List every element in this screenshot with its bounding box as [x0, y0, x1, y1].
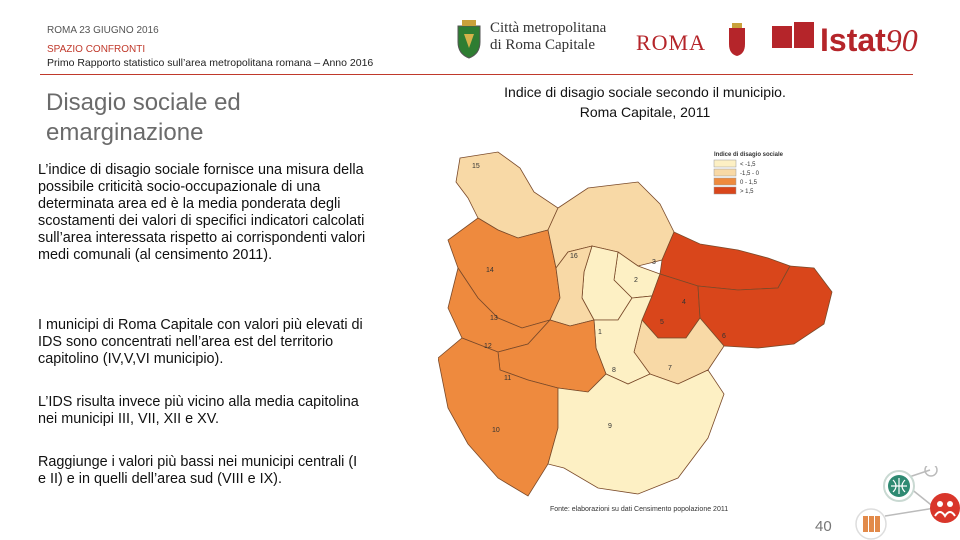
citta-line2: di Roma Capitale — [490, 37, 595, 53]
paragraph-1: L’indice di disagio sociale fornisce una misura della possibile criticità socio-occupazionale di una determinata area ed è la media ponderata degli scostamenti dei valori di specifici indicatori calcolati sull’area interessata rispetto ai corrispondenti valori medi comunali (al censimento 2011). — [38, 162, 366, 263]
label-11: 11 — [504, 375, 512, 382]
istat-logo — [770, 20, 920, 65]
label-15: 15 — [472, 163, 480, 170]
header-section: SPAZIO CONFRONTI — [47, 44, 146, 55]
map-legend — [714, 152, 784, 195]
legend-label: > 1,5 — [740, 189, 754, 195]
header-subtitle: Primo Rapporto statistico sull’area metropolitana romana – Anno 2016 — [47, 57, 374, 69]
people-icon — [930, 493, 960, 523]
paragraph-2: I municipi di Roma Capitale con valori più elevati di IDS sono concentrati nell’area est del territorio capitolino (IV,V,VI municipio). — [38, 317, 363, 367]
label-10: 10 — [492, 427, 500, 434]
coat-of-arms-icon — [454, 18, 484, 60]
map-title-line2: Roma Capitale, 2011 — [579, 104, 711, 120]
label-13: 13 — [490, 315, 498, 322]
label-2: 2 — [634, 277, 638, 284]
roma-logo-text: ROMA — [636, 30, 707, 55]
label-4: 4 — [682, 299, 686, 306]
label-6: 6 — [722, 333, 726, 340]
paragraph-3: L’IDS risulta invece più vicino alla media capitolina nei municipi III, VII, XII e XV. — [38, 394, 359, 427]
label-3: 3 — [652, 259, 656, 266]
label-8: 8 — [612, 367, 616, 374]
slide-title: Disagio sociale ed emarginazione — [46, 89, 241, 146]
roma-crest-icon — [727, 22, 747, 58]
citta-metropolitana-logo — [454, 18, 626, 62]
label-9: 9 — [608, 423, 612, 430]
label-16: 16 — [570, 253, 578, 260]
istat-mark-icon — [770, 20, 818, 54]
legend-label: 0 - 1,5 — [740, 180, 758, 186]
label-5: 5 — [660, 319, 664, 326]
legend-label: -1,5 - 0 — [740, 171, 760, 177]
label-14: 14 — [486, 267, 494, 274]
map-source: Fonte: elaborazioni su dati Censimento popolazione 2011 — [550, 506, 729, 513]
municipi-map — [438, 148, 838, 508]
map-title — [440, 82, 850, 122]
map-svg — [438, 148, 838, 508]
legend-title: Indice di disagio sociale — [714, 152, 784, 158]
legend-swatch — [714, 178, 736, 185]
legend-swatch — [714, 169, 736, 176]
paragraph-4: Raggiunge i valori più bassi nei municipi centrali (I e II) e in quelli dell’area sud (VIII e IX). — [38, 454, 358, 487]
citta-line1: Città metropolitana — [490, 20, 607, 36]
header-date: ROMA 23 GIUGNO 2016 — [47, 25, 159, 36]
label-7: 7 — [668, 365, 672, 372]
page-number: 40 — [815, 518, 832, 535]
legend-swatch — [714, 187, 736, 194]
label-1: 1 — [598, 329, 602, 336]
decorative-icons — [855, 466, 960, 540]
map-title-line1: Indice di disagio sociale secondo il municipio. — [504, 84, 786, 100]
legend-swatch — [714, 160, 736, 167]
legend-label: < -1,5 — [740, 162, 756, 168]
header-divider — [40, 74, 913, 75]
label-12: 12 — [484, 343, 492, 350]
istat-90: 90 — [885, 22, 918, 58]
istat-label: Istat — [820, 22, 886, 58]
